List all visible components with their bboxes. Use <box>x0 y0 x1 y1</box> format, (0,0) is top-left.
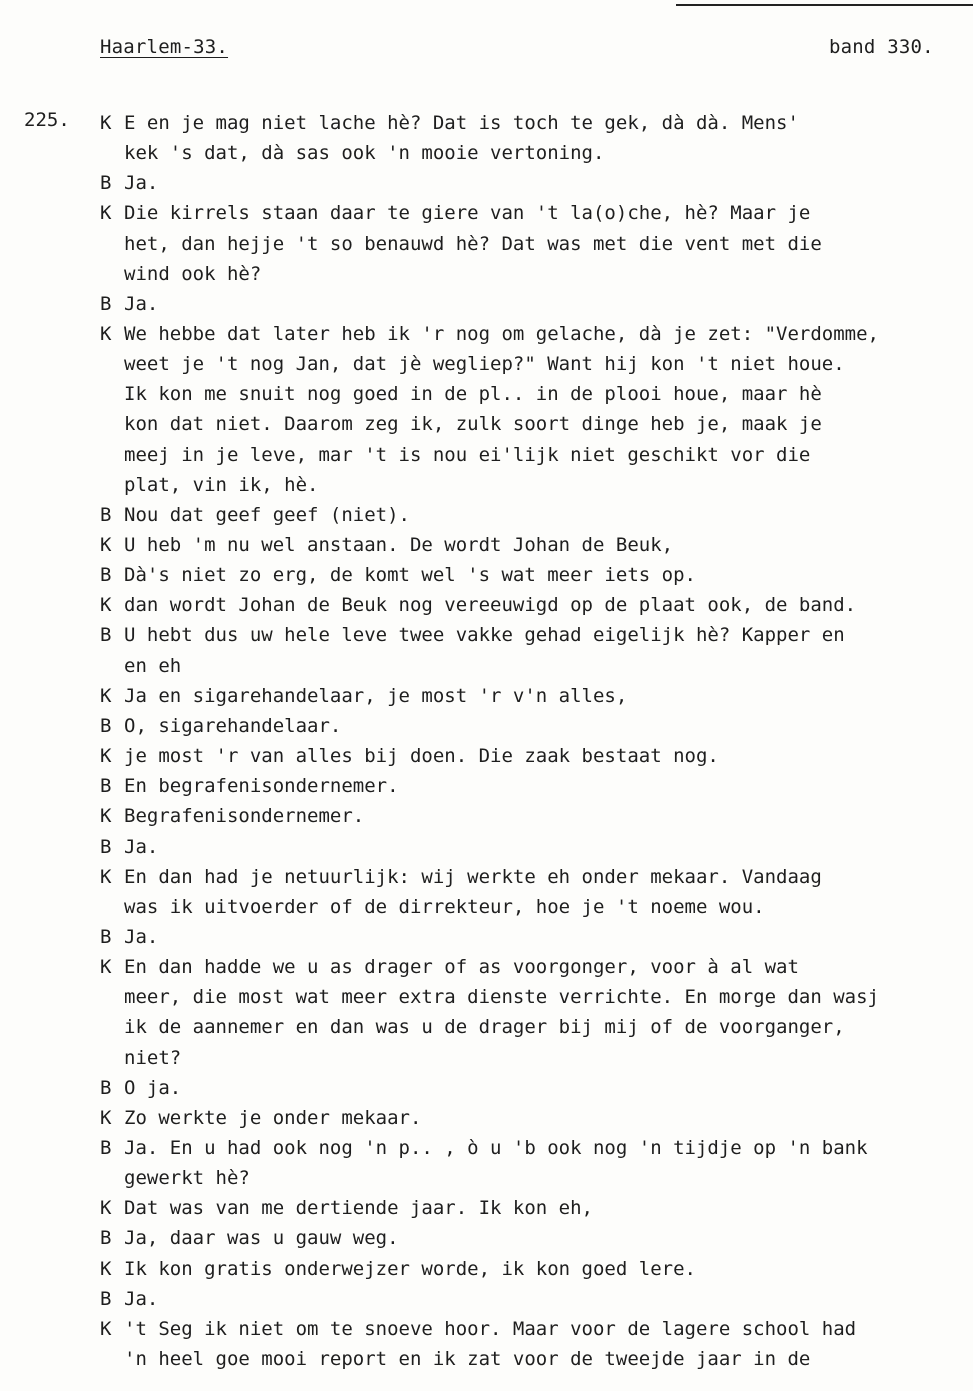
transcript-turn <box>100 1314 960 1374</box>
utterance-line: U heb 'm nu wel anstaan. De wordt Johan de Beuk, <box>124 534 674 557</box>
utterance-line: Ja, daar was u gauw weg. <box>124 1227 399 1250</box>
speaker-label: B <box>100 1227 112 1250</box>
utterance-line: Ja. <box>124 1287 159 1310</box>
speaker-label: B <box>100 1287 112 1310</box>
utterance <box>124 1314 856 1374</box>
utterance-line: Ja en sigarehandelaar, je most 'r v'n alles, <box>124 684 628 707</box>
utterance <box>124 1223 399 1253</box>
speaker-label: K <box>100 745 112 768</box>
speaker-label: B <box>100 564 112 587</box>
speaker-label: K <box>100 112 112 134</box>
utterance-line: Dà's niet zo erg, de komt wel 's wat meer iets op. <box>124 564 696 587</box>
speaker-label: K <box>100 1106 112 1129</box>
utterance <box>124 319 879 500</box>
utterance-line: plat, vin ik, hè. <box>124 473 319 496</box>
speaker-label: B <box>100 172 112 195</box>
transcript-turn <box>100 289 960 319</box>
speaker-label: K <box>100 594 112 617</box>
utterance-line: dan wordt Johan de Beuk nog vereeuwigd op de plaat ook, de band. <box>124 594 857 617</box>
transcript-turn <box>100 832 960 862</box>
speaker-label: K <box>100 323 112 346</box>
utterance-line: E en je mag niet lache hè? Dat is toch te gek, dà dà. Mens' <box>124 112 799 134</box>
speaker-label: K <box>100 865 112 888</box>
utterance <box>124 590 856 620</box>
utterance <box>124 1133 868 1193</box>
utterance <box>124 1103 421 1133</box>
utterance-line: het, dan hejje 't so benauwd hè? Dat was met die vent met die <box>124 232 822 255</box>
speaker-label: B <box>100 292 112 315</box>
transcript-turn <box>100 862 960 922</box>
utterance-line: Ja. <box>124 292 159 315</box>
transcript-turn <box>100 590 960 620</box>
utterance <box>124 771 399 801</box>
utterance-line: En begrafenisondernemer. <box>124 775 399 798</box>
top-rule <box>676 4 973 6</box>
utterance-line: 't Seg ik niet om te snoeve hoor. Maar voor de lagere school had <box>124 1317 857 1340</box>
transcript-body <box>100 108 960 1374</box>
utterance-line: Ik kon gratis onderwejzer worde, ik kon goed lere. <box>124 1257 696 1280</box>
utterance <box>124 711 341 741</box>
utterance-line: meej in je leve, mar 't is nou ei'lijk niet geschikt vor die <box>124 443 811 466</box>
utterance-line: Ja. <box>124 835 159 858</box>
utterance <box>124 801 364 831</box>
utterance <box>124 1254 696 1284</box>
transcript-turn <box>100 771 960 801</box>
transcript-turn <box>100 681 960 711</box>
transcript-turn <box>100 922 960 952</box>
transcript-turn <box>100 1073 960 1103</box>
utterance-line: weet je 't nog Jan, dat jè wegliep?" Want hij kon 't niet houe. <box>124 353 845 376</box>
transcript-turn <box>100 530 960 560</box>
transcript-turn <box>100 319 960 500</box>
speaker-label: B <box>100 624 112 647</box>
speaker-label: B <box>100 835 112 858</box>
utterance-line: Nou dat geef geef (niet). <box>124 503 410 526</box>
speaker-label: K <box>100 1257 112 1280</box>
transcript-turn <box>100 1223 960 1253</box>
speaker-label: B <box>100 1076 112 1099</box>
utterance-line: Begrafenisondernemer. <box>124 805 365 828</box>
utterance <box>124 500 410 530</box>
utterance-line: was ik uitvoerder of de dirrekteur, hoe je 't noeme wou. <box>124 895 765 918</box>
speaker-label: K <box>100 805 112 828</box>
utterance <box>124 530 673 560</box>
utterance-line: Dat was van me dertiende jaar. Ik kon eh, <box>124 1197 593 1220</box>
utterance <box>124 289 158 319</box>
utterance-line: en eh <box>124 654 182 677</box>
utterance-line: niet? <box>124 1046 182 1069</box>
utterance-line: kon dat niet. Daarom zeg ik, zulk soort dinge heb je, maak je <box>124 413 822 436</box>
utterance-line: Ja. En u had ook nog 'n p.. , ò u 'b ook nog 'n tijdje op 'n bank <box>124 1137 868 1160</box>
band-number: band 330. <box>829 36 934 58</box>
utterance <box>124 168 158 198</box>
utterance-line: O, sigarehandelaar. <box>124 714 342 737</box>
utterance-line: Zo werkte je onder mekaar. <box>124 1106 422 1129</box>
utterance-line: Ja. <box>124 925 159 948</box>
utterance <box>124 922 158 952</box>
transcript-turn <box>100 560 960 590</box>
transcript-turn <box>100 1284 960 1314</box>
transcript-turn <box>100 108 960 168</box>
speaker-label: K <box>100 684 112 707</box>
utterance <box>124 1193 593 1223</box>
speaker-label: B <box>100 714 112 737</box>
utterance-line: meer, die most wat meer extra dienste verrichte. En morge dan wasj <box>124 986 879 1009</box>
utterance-line: En dan hadde we u as drager of as voorgonger, voor à al wat <box>124 956 799 979</box>
speaker-label: K <box>100 1197 112 1220</box>
utterance <box>124 862 822 922</box>
transcript-turn <box>100 711 960 741</box>
speaker-label: K <box>100 534 112 557</box>
utterance-line: wind ook hè? <box>124 262 262 285</box>
speaker-label: B <box>100 1137 112 1160</box>
speaker-label: B <box>100 925 112 948</box>
entry-number: 225. <box>24 109 70 131</box>
transcript-turn <box>100 952 960 1073</box>
speaker-label: K <box>100 202 112 225</box>
utterance <box>124 952 879 1073</box>
transcript-turn <box>100 1193 960 1223</box>
transcript-turn <box>100 500 960 530</box>
utterance <box>124 681 627 711</box>
utterance-line: U hebt dus uw hele leve twee vakke gehad eigelijk hè? Kapper en <box>124 624 845 647</box>
transcript-turn <box>100 620 960 680</box>
utterance <box>124 560 696 590</box>
transcript-turn <box>100 1133 960 1193</box>
utterance-line: O ja. <box>124 1076 182 1099</box>
utterance-line: kek 's dat, dà sas ook 'n mooie vertoning. <box>124 142 605 165</box>
utterance <box>124 1284 158 1314</box>
speaker-label: B <box>100 775 112 798</box>
utterance-line: gewerkt hè? <box>124 1167 250 1190</box>
speaker-label: K <box>100 956 112 979</box>
utterance-line: 'n heel goe mooi report en ik zat voor de tweejde jaar in de <box>124 1348 811 1371</box>
transcript-turn <box>100 801 960 831</box>
utterance-line: je most 'r van alles bij doen. Die zaak bestaat nog. <box>124 745 719 768</box>
utterance <box>124 832 158 862</box>
utterance-line: We hebbe dat later heb ik 'r nog om gelache, dà je zet: "Verdomme, <box>124 323 879 346</box>
utterance <box>124 1073 181 1103</box>
utterance <box>124 198 822 288</box>
utterance <box>124 620 845 680</box>
utterance-line: Die kirrels staan daar te giere van 't la(o)che, hè? Maar je <box>124 202 811 225</box>
transcript-turn <box>100 198 960 288</box>
transcript-turn <box>100 1103 960 1133</box>
speaker-label: B <box>100 503 112 526</box>
utterance <box>124 741 719 771</box>
location-header: Haarlem-33. <box>100 36 229 58</box>
transcript-turn <box>100 741 960 771</box>
utterance-line: Ik kon me snuit nog goed in de pl.. in de plooi houe, maar hè <box>124 383 822 406</box>
utterance-line: En dan had je netuurlijk: wij werkte eh onder mekaar. Vandaag <box>124 865 822 888</box>
speaker-label: K <box>100 1317 112 1340</box>
utterance <box>124 108 799 168</box>
transcript-turn <box>100 168 960 198</box>
utterance-line: ik de aannemer en dan was u de drager bij mij of de voorganger, <box>124 1016 845 1039</box>
utterance-line: Ja. <box>124 172 159 195</box>
transcript-turn <box>100 1254 960 1284</box>
